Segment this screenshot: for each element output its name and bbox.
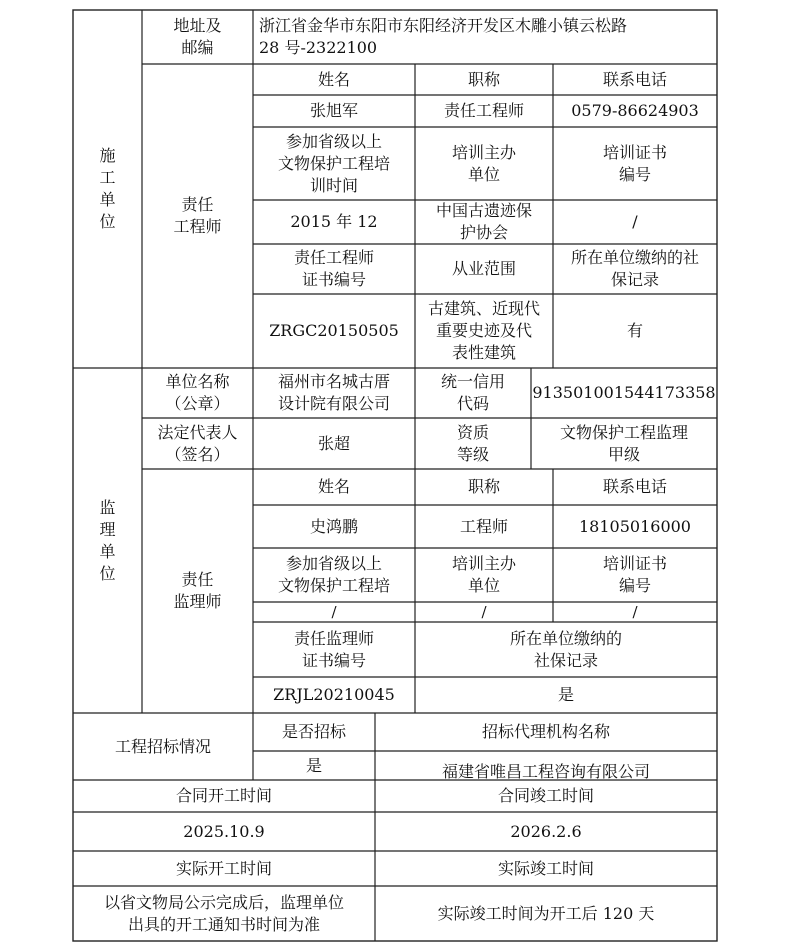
supervisor-phone: 18105016000	[579, 516, 691, 536]
address-value: 浙江省金华市东阳市东阳经济开发区木雕小镇云松路 28 号-2322100	[259, 16, 628, 57]
supervisor-label: 责任 监理师	[173, 570, 222, 611]
credit-code-label: 统一信用 代码	[440, 372, 505, 413]
qualification: 文物保护工程监理 甲级	[559, 422, 688, 464]
engineer-scope-header: 从业范围	[451, 259, 516, 278]
engineer-scope: 古建筑、近现代 重要史迹及代 表性建筑	[427, 299, 540, 362]
actual-end-label: 实际竣工时间	[497, 858, 594, 878]
supervisor-phone-header: 联系电话	[602, 477, 667, 496]
construction-unit-label: 施 工 单 位	[99, 146, 116, 231]
qualification-label: 资质 等级	[456, 422, 489, 464]
unit-name: 福州市名城古厝 设计院有限公司	[277, 372, 390, 413]
credit-code: 913501001544173358	[532, 383, 716, 402]
supervisor-title-header: 职称	[467, 477, 500, 496]
engineer-phone: 0579-86624903	[571, 101, 699, 120]
supervisor-cert-no-header: 责任监理师 证书编号	[293, 628, 374, 670]
engineer-social: 有	[626, 321, 643, 340]
unit-name-label: 单位名称 （公章）	[165, 372, 230, 413]
agency-name: 福建省唯昌工程咨询有限公司	[441, 761, 650, 781]
supervisor-training-organizer-header: 培训主办 单位	[451, 554, 516, 595]
is-bid-label: 是否招标	[281, 722, 346, 741]
engineer-name-header: 姓名	[317, 69, 350, 89]
engineer-title: 责任工程师	[443, 101, 524, 120]
supervisor-title: 工程师	[459, 516, 508, 536]
supervisor-training-time-header: 参加省级以上 文物保护工程培	[277, 554, 390, 595]
bidding-label: 工程招标情况	[114, 736, 211, 756]
engineer-training-cert: /	[632, 212, 638, 231]
supervisor-training-time: /	[331, 603, 337, 621]
engineer-training-time-header: 参加省级以上 文物保护工程培 训时间	[277, 131, 390, 195]
supervisor-social: 是	[557, 685, 574, 704]
engineer-social-header: 所在单位缴纳的社 保记录	[570, 248, 699, 289]
supervisor-name: 史鸿鹏	[309, 516, 358, 536]
actual-start: 以省文物局公示完成后，监理单位 出具的开工通知书时间为准	[103, 892, 344, 934]
contract-start-label: 合同开工时间	[175, 786, 272, 805]
engineer-training-cert-header: 培训证书 编号	[602, 142, 667, 184]
supervisor-training-cert-header: 培训证书 编号	[602, 554, 667, 595]
engineer-phone-header: 联系电话	[602, 69, 667, 89]
engineer-cert-no-header: 责任工程师 证书编号	[293, 248, 374, 289]
legal-rep-label: 法定代表人 （签名）	[157, 422, 238, 464]
supervision-unit-label: 监 理 单 位	[99, 497, 116, 583]
engineer-training-organizer-header: 培训主办 单位	[451, 142, 516, 184]
is-bid: 是	[305, 755, 322, 775]
engineer-cert-no: ZRGC20150505	[269, 321, 399, 340]
contract-end-label: 合同竣工时间	[497, 786, 594, 805]
address-label: 地址及 邮编	[173, 16, 222, 57]
legal-rep: 张超	[317, 433, 350, 453]
engineer-title-header: 职称	[467, 69, 500, 89]
contract-start: 2025.10.9	[183, 821, 265, 841]
engineer-label: 责任 工程师	[173, 195, 222, 236]
supervisor-training-cert: /	[632, 603, 638, 621]
supervisor-social-header: 所在单位缴纳的 社保记录	[509, 628, 622, 670]
supervisor-training-organizer: /	[481, 603, 487, 621]
supervisor-name-header: 姓名	[317, 477, 350, 496]
engineer-training-time: 2015 年 12	[290, 212, 378, 231]
engineer-name: 张旭军	[309, 101, 358, 120]
engineer-training-organizer: 中国古遗迹保 护协会	[435, 201, 532, 242]
agency-label: 招标代理机构名称	[481, 722, 610, 741]
actual-start-label: 实际开工时间	[175, 858, 272, 878]
actual-end: 实际竣工时间为开工后 120 天	[437, 903, 655, 923]
contract-end: 2026.2.6	[510, 821, 582, 841]
supervisor-cert-no: ZRJL20210045	[273, 685, 395, 704]
